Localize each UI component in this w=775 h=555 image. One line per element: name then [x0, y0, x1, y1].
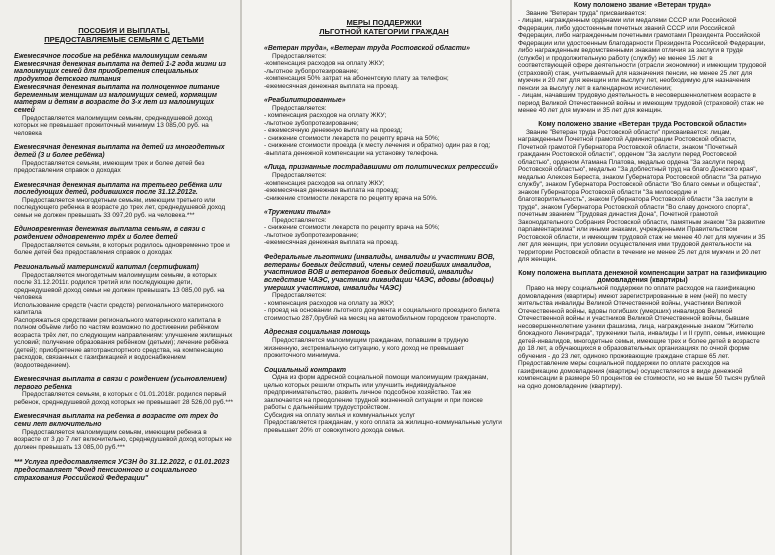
section-heading: Кому положено звание «Ветеран труда Ростовской области»	[538, 120, 747, 128]
info-section	[14, 376, 234, 406]
section-text: Предоставляется: -компенсация расходов на оплату ЖКУ; -ежемесячная денежная выплата на проезд; -снижение стоимости лекарств по рецепту врача на 50%.	[264, 172, 438, 202]
section-heading: Кому положено звание «Ветеран труда»	[573, 2, 712, 9]
section-heading: Ежемесячная выплата в связи с рождением (усыновлением) первого ребенка	[14, 376, 227, 391]
section-heading: Социальный контракт	[264, 366, 346, 374]
info-section	[14, 226, 234, 256]
section-heading: Федеральные льготники (инвалиды, инвалиды и участники ВОВ, ветераны боевых действий, члены семей погибших инвалидов, участников ВОВ и ветеранов боевых действий, инвалиды вследствие ЧАЭС, участники ликвидации ЧАЭС, вдовы (вдовцы) умерших участников, инвалиды ЧАЭС)	[264, 253, 495, 292]
section-text: Предоставляется: -компенсация расходов на оплату ЖКУ; -льготное зубопротезирование; -компенсация 50% затрат на абонентскую плату за телефон; -ежемесячная денежная выплата на проезд.	[264, 52, 449, 90]
info-section	[264, 367, 504, 435]
section-heading: Региональный материнский капитал (сертификат)	[14, 263, 199, 271]
info-section	[14, 413, 234, 451]
section-text: Право на меру социальной поддержки по оплате расходов на газификацию домовладения (квартиры) имеют зарегистрированные в нем (ней) по месту жительства инвалиды Великой Отечественной войны, участники Великой Отечественной войны, вдовы погибших (умерших) инвалидов Великой Отечественной войны и участников Великой Отечественной войны, бывшие несовершеннолетние узники фашизма, лица, награжденные знаком "Жителю блокадного Ленинграда", труженики тыла, инвалиды I и II групп, семьи, имеющие детей-инвалидов, многодетные семьи, имеющие трех и более детей в возрасте до 18 лет, а обучающихся в образовательных организациях по очной форме обучения - до 23 лет, одиноко проживающие граждане старше 65 лет. Предоставление меры социальной поддержки по оплате расходов на газификацию домовладения (квартиры) осуществляется в виде денежной компенсации в размере 50 процентов ее стоимости, но не выше 50 тысяч рублей на одно домовладение (квартиру).	[518, 285, 766, 390]
right-panel-sections	[518, 2, 767, 390]
info-section	[264, 97, 504, 157]
middle-panel-sections	[264, 45, 504, 434]
section-heading: Адресная социальная помощь	[264, 329, 371, 337]
info-section	[14, 53, 234, 137]
section-text: Одна из форм адресной социальной помощи малоимущим гражданам, целью которых решили открыть или улучшить индивидуальное предпринимательство, развить личное подсобное хозяйство. Так же заключается на преодоление трудной жизненной ситуации и при поиске работы с дальнейшим трудоустройством. Субсидия на оплату жилья и коммунальных услуг Предоставляется гражданам, у кого оплата за жилищно-коммунальные услуги превышает 20% от совокупного дохода семьи.	[264, 374, 502, 434]
section-heading: «Реабилитированные»	[264, 97, 346, 105]
left-panel-title: ПОСОБИЯ И ВЫПЛАТЫ, ПРЕДОСТАВЛЯЕМЫЕ СЕМЬЯМ С ДЕТЬМИ	[44, 26, 204, 44]
section-text: Предоставляется: - снижение стоимости лекарств по рецепту врача на 50%; -льготное зубопротезирование; -ежемесячная денежная выплата на проезд.	[264, 216, 440, 247]
middle-panel	[242, 0, 510, 555]
right-panel	[512, 0, 775, 555]
section-heading: «Ветеран труда», «Ветеран труда Ростовской области»	[264, 45, 470, 52]
section-heading: Кому положена выплата денежной компенсации затрат на газификацию домовладения (квартиры)	[518, 269, 767, 285]
section-heading: Ежемесячная выплата на ребенка в возрасте от трех до семи лет включительно	[14, 413, 219, 429]
info-section	[264, 45, 504, 90]
section-heading: «Лица, признанные пострадавшими от политических репрессий»	[264, 164, 499, 172]
section-text: Предоставляется семьям, в которых родилось одновременно трое и более детей без предоставления справок о доходах	[14, 241, 230, 257]
section-text: Предоставляется: - компенсация расходов на оплату за ЖКУ; - проезд на основании льготного документа и социального проездного билета стоимостью 287,0руб/ей на месяц на автомобильном городском транспорте.	[264, 292, 500, 322]
section-text: Предоставляется: - компенсация расходов на оплату ЖКУ; -льготное зубопротезирование; - ежемесячную денежную выплату на проезд; - снижение стоимости лекарств по рецепту врача на 50%; - снижение стоимости проезда (к месту лечения и обратно) один раз в год; -выплата денежной компенсации на установку телефона.	[264, 104, 491, 157]
info-section	[14, 144, 234, 174]
info-section	[264, 329, 504, 359]
section-text: Предоставляется малоимущим семьям, среднедушевой доход которых не превышает прожиточный минимум 13 085,00 руб. на человека	[14, 114, 213, 137]
info-section	[518, 121, 767, 264]
section-heading: Единовременная денежная выплата семьям, в связи с рождением одновременно трёх и более детей	[14, 226, 206, 242]
section-text: Звание "Ветеран труда" присваивается: - лицам, награжденным орденами или медалями СССР или Российской Федерации, либо удостоенным почетных званий СССР или Российской Федерации, либо награжденным почетными грамотами Президента Российской Федерации или удостоенным благодарности Президента Российской Федерации, либо награжденным ведомственными знаками отличия за заслуги в труде (службе) и продолжительную работу (службу) не менее 15 лет в соответствующей сфере деятельности (отрасли экономики) и имеющим трудовой (страховой) стаж, учитываемый для назначения пенсии, не менее 25 лет для мужчин и 20 лет для женщин или выслугу лет, необходимую для назначения пенсии за выслугу лет в календарном исчислении; - лицам, начавшим трудовую деятельность в несовершеннолетнем возрасте в период Великой Отечественной войны и имеющим трудовой (страховой) стаж не менее 40 лет для мужчин и 35 лет для женщин.	[518, 9, 767, 115]
info-section	[264, 164, 504, 202]
info-section	[14, 264, 234, 369]
section-text: Предоставляется семьям, имеющим трех и более детей без предоставления справок о доходах	[14, 159, 205, 175]
info-section	[264, 209, 504, 247]
section-heading: Ежемесячное пособие на ребёнка малоимущим семьям Ежемесячная денежная выплата на детей 1-2 года жизни из малоимущих семей для приобретения специальных продуктов детского питания Ежемесячная денежная выплата на полноценное питание беременным женщинам из малоимущих семей, кормящим матерям и детям в возрасте до 3-х лет из малоимущих семей	[14, 53, 227, 114]
section-text: Звание "Ветеран труда Ростовской области" присваивается: лицам, награжденным Почетной грамотой Администрации Ростовской области, Почетной грамотой Губернатора Ростовской области, знаком "Почетный гражданин Ростовской области", орденом "За заслуги перед Ростовской областью", орденом Атамана Платова, медалью ордена "За заслуги перед Ростовской областью", медалью "За доблестный труд на благо Донского края", медалью Алексея Береста, знаком Губернатора Ростовской области "За ратную службу", знаком Губернатора Ростовской области "Во благо семьи и общества", знаком Губернатора Ростовской области "За милосердие и благотворительность", знаком Губернатора Ростовской области "За заслуги в труде", знаком Губернатора Ростовской области "Во славу донского спорта", почетным званием "Трудовая династия Дона", Почетной грамотой Законодательного Собрания Ростовской области, памятным знаком "За развитие парламентаризма" или иными знаками, учрежденными Правительством Ростовской области, и имеющим трудовой стаж не менее 40 лет для мужчин и 35 лет для женщин, при условии осуществления ими трудовой деятельности на территории Ростовской области в течение не менее 25 лет для мужчин и 20 лет для женщин.	[518, 128, 766, 264]
section-text: Предоставляется многодетным малоимущим семьям, в которых после 31.12.2011г. родился третий или последующие дети, среднедушевой доход семьи не должен превышать 13 085,00 руб. на человека Использование средств (части средств) регионального материнского капитала Распоряжаться средствами регионального материнского капитала в полном объёме либо по частям возможно по достижении ребёнком возраста трёх лет, по следующим направлениям: улучшение жилищных условий; получение образования ребёнком (детьми); лечение ребёнка (детей); приобретение автотранспортного средства, на компенсацию расходов, связанных с газификацией и водоснабжением (водоотведением).	[14, 271, 233, 369]
section-text: Предоставляется малоимущим семьям, имеющим ребенка в возрасте от 3 до 7 лет включительно, среднедушевой доход которых не должен превышать 13 085,00 руб.***	[14, 428, 232, 451]
info-section	[264, 254, 504, 323]
left-panel-sections	[14, 53, 234, 451]
info-section	[518, 270, 767, 391]
left-panel	[0, 0, 240, 555]
section-heading: Ежемесячная денежная выплата на третьего ребёнка или последующих детей, родившихся после 31.12.2012г.	[14, 181, 222, 197]
section-text: Предоставляется многодетным семьям, имеющим третьего или последующего ребенка в возрасте до трех лет, среднедушевой доход семьи не должен превышать 33 097,20 руб. на человека.***	[14, 196, 226, 219]
section-text: Предоставляется малоимущим гражданам, попавшим в трудную жизненную, экстремальную ситуацию, у кого доход не превышает прожиточного минимума.	[264, 337, 469, 360]
info-section	[14, 182, 234, 220]
left-panel-footnote: *** Услуга предоставляется УСЗН до 31.12.2022, с 01.01.2023 предоставляет "Фонд пенсионного и социального страхования Российской Федерации"	[14, 459, 230, 483]
section-heading: «Труженики тыла»	[264, 209, 331, 217]
section-text: Предоставляется семьям, в которых с 01.01.2018г. родился первый ребенок, среднедушевой доход которых не превышает 28 526,00 руб.***	[14, 391, 234, 406]
section-heading: Ежемесячная денежная выплата на детей из многодетных детей (3 и более ребёнка)	[14, 144, 225, 159]
info-section	[518, 2, 767, 115]
middle-panel-title: МЕРЫ ПОДДЕРЖКИ ЛЬГОТНОЙ КАТЕГОРИИ ГРАЖДАН	[319, 18, 449, 36]
